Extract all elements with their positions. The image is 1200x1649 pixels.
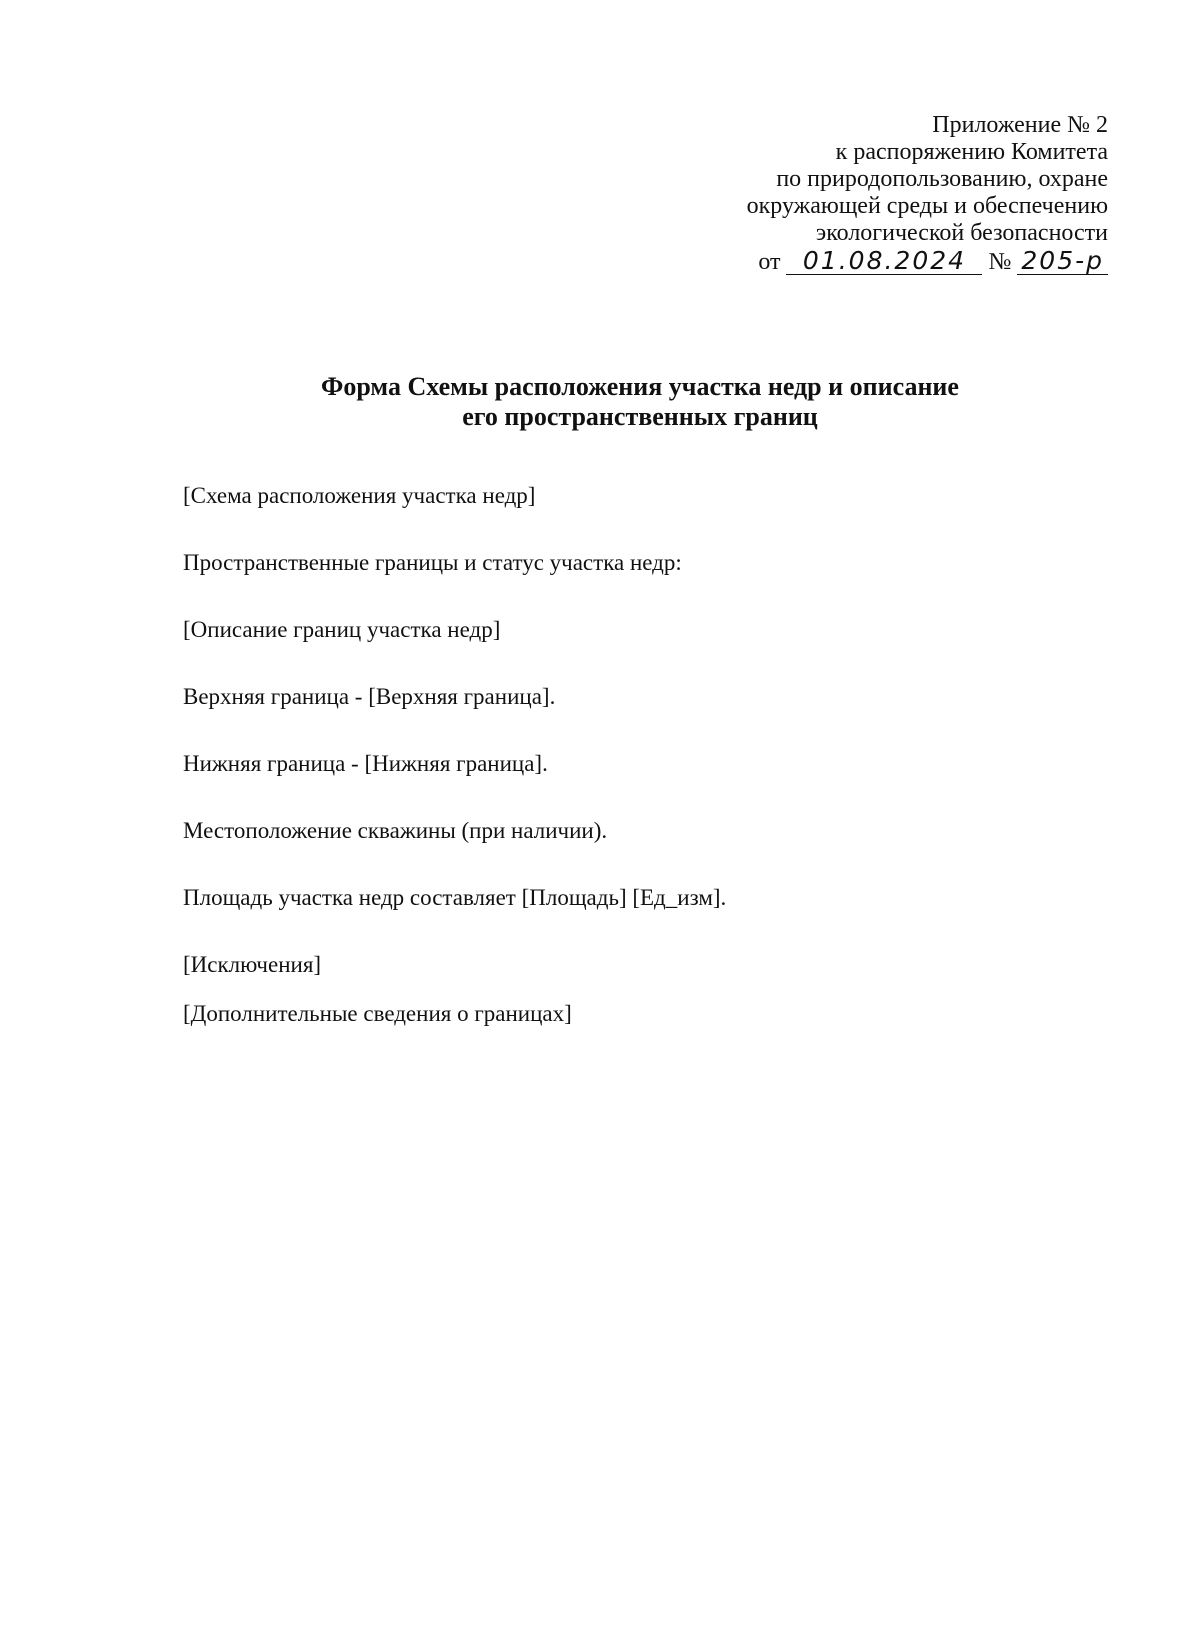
annex-line: окружающей среды и обеспечению — [746, 193, 1108, 219]
paragraph-boundaries-status: Пространственные границы и статус участка недр: — [183, 550, 682, 575]
paragraph-scheme-placeholder: [Схема расположения участка недр] — [183, 483, 536, 508]
number-label: № — [988, 249, 1012, 275]
title-line-1: Форма Схемы расположения участка недр и описание — [321, 372, 959, 401]
document-title — [0, 372, 1200, 432]
paragraph-upper-boundary: Верхняя граница - [Верхняя граница]. — [183, 684, 556, 709]
paragraph-area: Площадь участка недр составляет [Площадь] [Ед_изм]. — [183, 885, 727, 910]
annex-line: по природопользованию, охране — [776, 166, 1108, 192]
annex-date-number-line — [588, 248, 1108, 276]
paragraph-lower-boundary: Нижняя граница - [Нижняя граница]. — [183, 751, 548, 776]
handwritten-number: 205-р — [1017, 248, 1108, 275]
paragraph-boundary-description: [Описание границ участка недр] — [183, 617, 501, 642]
annex-line: экологической безопасности — [815, 220, 1108, 246]
annex-line: к распоряжению Комитета — [835, 139, 1108, 165]
handwritten-date: 01.08.2024 — [786, 248, 982, 275]
paragraph-well-location: Местоположение скважины (при наличии). — [183, 818, 608, 843]
paragraph-exclusions: [Исключения] — [183, 952, 322, 977]
paragraph-additional-info: [Дополнительные сведения о границах] — [183, 1001, 572, 1026]
title-line-2: его пространственных границ — [462, 402, 818, 431]
annex-header — [588, 112, 1108, 276]
annex-line: Приложение № 2 — [932, 112, 1108, 138]
from-label: от — [758, 249, 781, 275]
